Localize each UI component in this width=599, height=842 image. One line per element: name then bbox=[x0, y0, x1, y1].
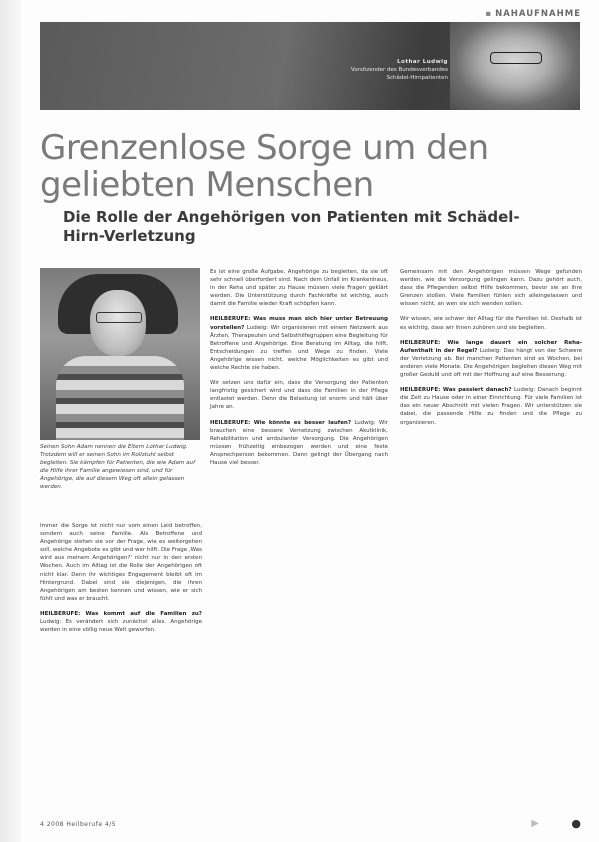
paragraph: Wir wissen, wie schwer der Alltag für die Familien ist. Deshalb ist es wichtig, dass wir ihnen zuhören und sie begleiten. bbox=[400, 316, 582, 331]
interview-block bbox=[400, 386, 582, 426]
paragraph: Es ist eine große Aufgabe, Angehörige zu begleiten, da sie oft sehr schnell überfordert sind. Nach dem Unfall im Krankenhaus, in der Reha und später zu Hause müssen viele Fragen geklärt werden. Die Unterstützung durch Fachkräfte ist wichtig, auch damit die Familie wieder Kraft schöpfen kann. bbox=[210, 269, 388, 308]
interview-block bbox=[210, 315, 388, 372]
interview-question: HEILBERUFE: Wie könnte es besser laufen? bbox=[210, 419, 352, 426]
interview-block bbox=[400, 339, 582, 379]
paragraph: Gemeinsam mit den Angehörigen müssen Wege gefunden werden, wie die Versorgung gelingen kann. Dazu gehört auch, dass die Pflegenden selbst Hilfe bekommen, bevor sie an ihre Grenzen stoßen. Viele Familien fühlen sich alleingelassen und wissen nicht, an wen sie sich wenden sollen. bbox=[400, 269, 582, 308]
caption-line: Vorsitzender des Bundesverbandes bbox=[350, 67, 448, 73]
page-footer: 4 2008 Heilberufe 4/5 bbox=[40, 821, 117, 828]
arrow-right-icon: ▶ bbox=[531, 818, 539, 829]
paragraph: Immer die Sorge ist nicht nur vom einen Leid betroffen, sondern auch seine Familie. Als Betroffene und Angehörige stehen sie vor der Frage, wie es weitergehen soll, welche Angebote es gibt und wer hilft. Die Frage ‚Was wird aus meinem Angehörigen?' nicht nur in den ersten Wochen. Auch im Alltag ist die Rolle der Angehörigen oft nicht klar. Denn ihr wichtiges Engagement bleibt oft im Hintergrund. Dabei sind sie diejenigen, die ihren Angehörigen am besten kennen und wissen, wie er sich fühlt und was er braucht. bbox=[40, 523, 202, 602]
patient-face bbox=[90, 290, 146, 356]
patient-photo bbox=[40, 268, 200, 440]
glasses-shape bbox=[96, 312, 142, 323]
caption-name: Lothar Ludwig bbox=[397, 59, 448, 65]
caption-line: Schädel-Hirnpatienten bbox=[386, 75, 448, 81]
end-bullet-icon: ● bbox=[571, 817, 581, 830]
interview-question: HEILBERUFE: Wie lange dauert ein solcher Reha-Aufenthalt in der Regel? bbox=[400, 339, 582, 354]
text-column-3 bbox=[400, 268, 582, 434]
article-subtitle: Die Rolle der Angehörigen von Patienten mit Schädel-Hirn-Verletzung bbox=[63, 208, 520, 245]
header-photo-caption bbox=[298, 58, 448, 82]
article-title: Grenzenlose Sorge um den geliebten Menschen bbox=[40, 128, 489, 205]
striped-sweater bbox=[56, 356, 184, 440]
interview-answer: Ludwig: Wir organisieren mit einem Netzwerk aus Ärzten, Therapeuten und Selbsthilfegruppen eine Begleitung für Betroffene und Angehörige. Eine Beratung im Alltag, die hilft, Entscheidungen zu treffen und Wege zu finden. Viele Angehörige wissen nicht, welche Möglichkeiten es gibt und welche Rechte sie haben. bbox=[210, 324, 388, 372]
interview-answer: Ludwig: Wir brauchen eine bessere Vernetzung zwischen Akutklinik, Rehabilitation und ambulanter Versorgung. Die Angehörigen müssen frühzeitig einbezogen werden und eine feste Ansprechperson bekommen. Dann gelingt der Übergang nach Hause viel besser. bbox=[210, 419, 389, 466]
interview-block bbox=[40, 610, 202, 634]
section-label: ▪ NAHAUFNAHME bbox=[485, 9, 581, 19]
bullet-icon: ▪ bbox=[485, 9, 493, 19]
interview-answer: Ludwig: Das hängt von der Schwere der Verletzung ab. Bei manchen Patienten sind es Wochen, bei anderen viele Monate. Die Angehörigen begleiten diesen Weg mit großer Geduld und oft mit der Hoffnung auf eine Besserung. bbox=[400, 347, 582, 379]
interview-answer: Ludwig: Es verändert sich zunächst alles. Angehörige werden in eine völlig neue Welt geworfen. bbox=[40, 619, 202, 634]
text-column-2 bbox=[210, 268, 388, 474]
glasses-shape bbox=[490, 52, 542, 64]
interview-question: HEILBERUFE: Was muss man sich hier unter Betreuung vorstellen? bbox=[210, 316, 388, 331]
interview-question: HEILBERUFE: Was kommt auf die Familien zu? bbox=[40, 610, 202, 617]
interview-block bbox=[210, 419, 388, 468]
paragraph: Wir setzen uns dafür ein, dass die Versorgung der Patienten langfristig gesichert wird und dass die Familien in der Pflege entlastet werden. Denn die Belastung ist enorm und hält über Jahre an. bbox=[210, 380, 388, 411]
text-column-1 bbox=[40, 522, 202, 641]
portrait-photo bbox=[450, 22, 580, 110]
photo-caption: Seinen Sohn Adam nennen die Eltern Lothar Ludwig. Trotzdem will er seinen Sohn im Rollstuhl selbst begleiten. Sie kämpfen für Patienten, die wie Adam auf die Hilfe ihrer Familie angewiesen sind, und für Angehörige, die auf diesem Weg oft allein gelassen werden. bbox=[40, 444, 196, 490]
interview-answer: Ludwig: Danach beginnt die Zeit zu Hause oder in einer Einrichtung. Für viele Familien ist das ein neuer Abschnitt mit vielen Fragen. Wir unterstützen sie dabei, die passende Hilfe zu finden und die Pflege zu organisieren. bbox=[400, 387, 583, 426]
interview-question: HEILBERUFE: Was passiert danach? bbox=[400, 387, 512, 394]
scan-edge bbox=[0, 0, 22, 842]
header-photo bbox=[40, 22, 580, 110]
